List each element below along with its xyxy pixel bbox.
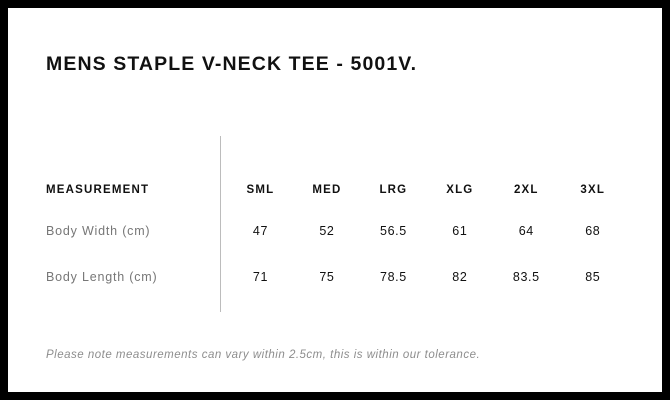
cell-body-width-med: 52 xyxy=(319,224,335,238)
size-table-container xyxy=(46,136,626,300)
cell-body-length-2xl: 83.5 xyxy=(512,270,540,284)
cell-body-length-3xl: 85 xyxy=(585,270,601,284)
cell-body-width-sml: 47 xyxy=(252,224,269,238)
page-title: MENS STAPLE V-NECK TEE - 5001V. xyxy=(46,53,418,75)
cell-body-width-lrg: 56.5 xyxy=(380,224,407,238)
table-row xyxy=(46,208,626,254)
cell-body-length-med: 75 xyxy=(319,270,335,284)
cell-body-width-xlg: 61 xyxy=(452,224,468,238)
size-column-header-2xl: 2XL xyxy=(513,184,539,196)
cell-body-width-2xl: 64 xyxy=(518,224,534,238)
row-label-body-width: Body Width (cm) xyxy=(46,224,151,238)
size-column-header-med: MED xyxy=(312,184,342,196)
size-column-header-xlg: XLG xyxy=(446,184,474,196)
cell-body-length-lrg: 78.5 xyxy=(380,270,407,284)
cell-body-width-3xl: 68 xyxy=(585,224,601,238)
cell-body-length-xlg: 82 xyxy=(452,270,468,284)
size-column-header-lrg: LRG xyxy=(379,184,408,196)
size-column-header-sml: SML xyxy=(246,184,275,196)
table-header-row xyxy=(46,136,626,208)
size-table xyxy=(46,136,626,300)
size-column-header-3xl: 3XL xyxy=(580,184,606,196)
cell-body-length-sml: 71 xyxy=(252,270,269,284)
size-chart-page xyxy=(8,8,662,392)
tolerance-note: Please note measurements can vary within 2.5cm, this is within our tolerance. xyxy=(46,349,481,361)
table-row xyxy=(46,254,626,300)
measurement-column-header: MEASUREMENT xyxy=(46,184,150,196)
row-label-body-length: Body Length (cm) xyxy=(46,270,158,284)
